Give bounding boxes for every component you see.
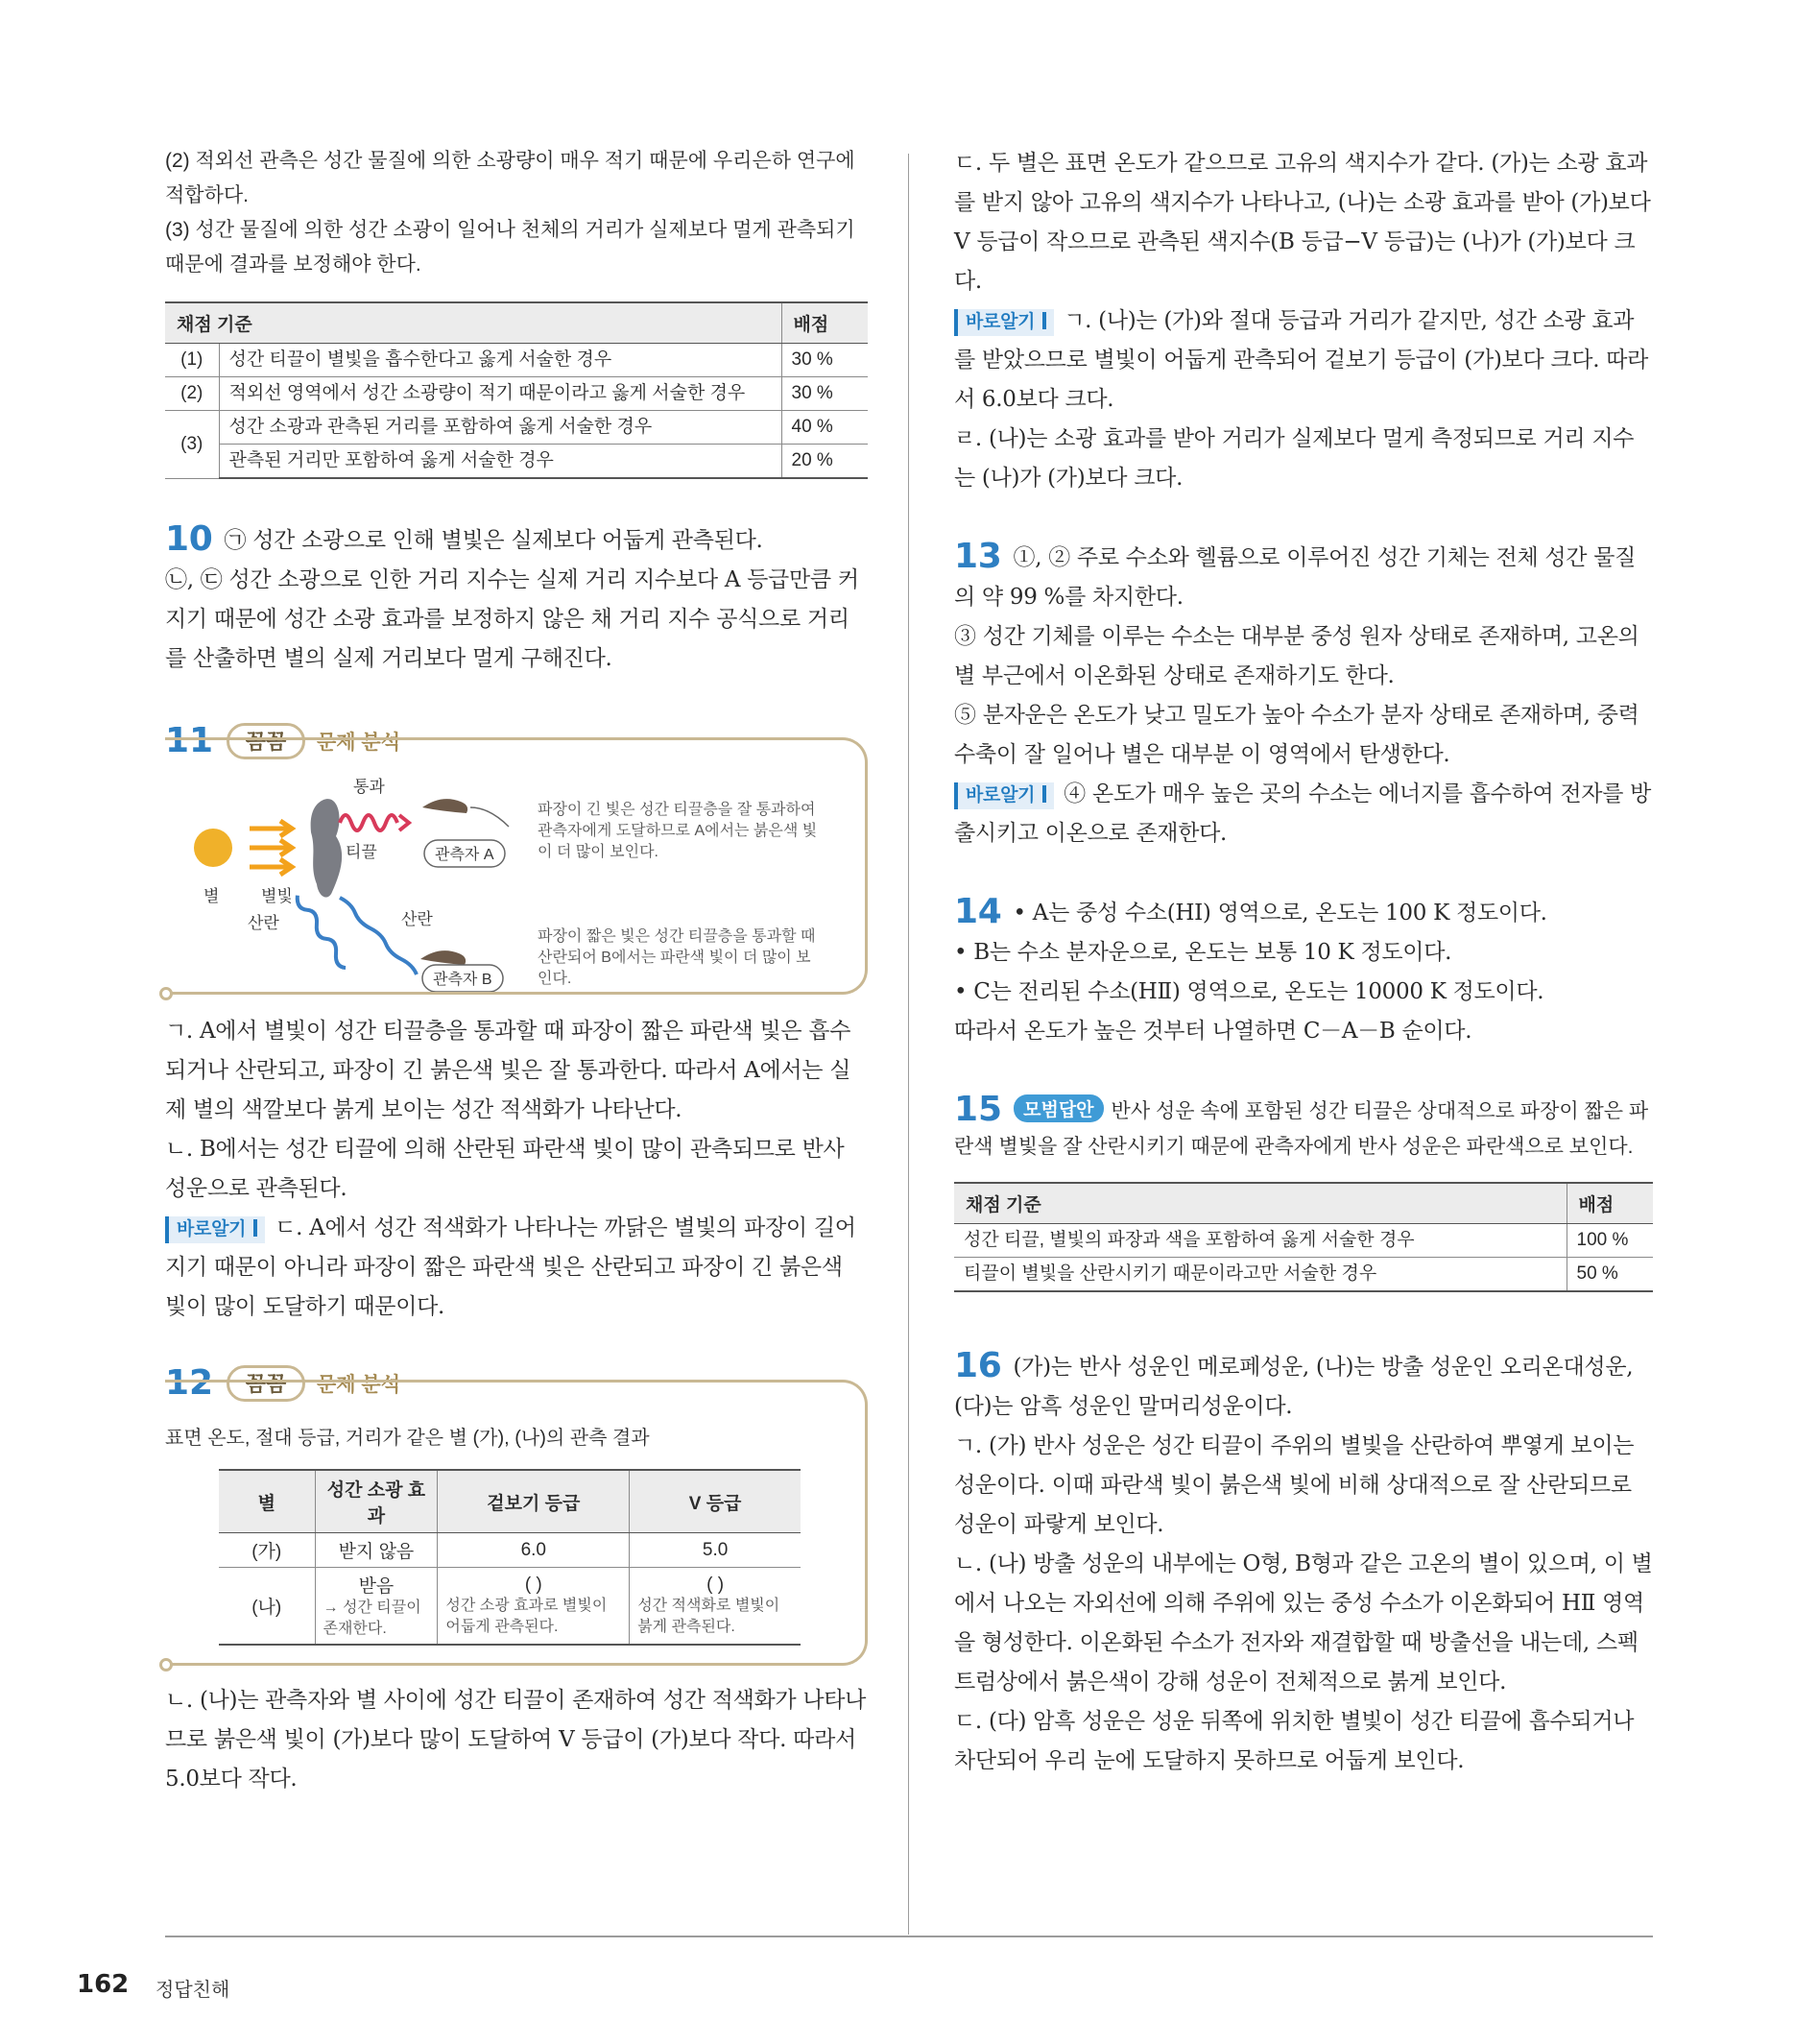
answer-text: ①, ② 주로 수소와 헬륨으로 이루어진 성간 기체는 전체 성간 물질의 약 99 %를 차지한다. (954, 545, 1637, 610)
red-arrow-icon (399, 815, 409, 830)
table-row (165, 411, 868, 445)
bullet-a: • A는 중성 수소(HⅠ) 영역으로, 온도는 100 K 정도이다. (1013, 901, 1547, 926)
blue-wave-right-icon (340, 898, 417, 974)
col-v-mag: V 등급 (630, 1470, 801, 1533)
cell-value: 받음 (358, 1576, 395, 1597)
cell-note: 성간 소광 효과로 별빛이 어둡게 관측된다. (445, 1597, 608, 1635)
cell-star: (가) (219, 1533, 315, 1568)
table-row (954, 1224, 1653, 1258)
analysis-frame (165, 1380, 868, 1666)
answer-12-a (954, 301, 1653, 420)
answer-text: ⑤ 분자운은 온도가 낮고 밀도가 높아 수소가 분자 상태로 존재하며, 중력 수축이 잘 일어나 별은 대부분 이 영역에서 탄생한다. (954, 703, 1639, 767)
cell-v-mag (630, 1568, 801, 1646)
row-criteria: 적외선 영역에서 성간 소광량이 적기 때문이라고 옳게 서술한 경우 (219, 377, 781, 411)
answer-text: ③ 성간 기체를 이루는 수소는 대부분 중성 원자 상태로 존재하며, 고온의 별 부근에서 이온화된 상태로 존재하기도 한다. (954, 624, 1639, 688)
page-number: 162 (77, 1970, 130, 1999)
header-criteria: 채점 기준 (954, 1183, 1567, 1224)
pointer-line-a (470, 807, 509, 827)
header-score: 배점 (1567, 1183, 1653, 1224)
answer-text (954, 775, 1653, 854)
cell-star: (나) (219, 1568, 315, 1646)
table-row (165, 445, 868, 479)
header-criteria: 채점 기준 (165, 302, 781, 344)
question-number: 16 (954, 1346, 1002, 1385)
label-star: 별 (203, 887, 220, 905)
note-a: 파장이 긴 빛은 성간 티끌층을 잘 통과하여 관측자에게 도달하므로 A에서는 붉은색 빛이 더 많이 보인다. (538, 802, 818, 860)
row-score: 30 % (781, 377, 868, 411)
kkomkkom-pill: 꼼꼼 (227, 723, 305, 759)
cell-note: 성간 적색화로 별빛이 붉게 관측된다. (637, 1597, 780, 1635)
row-criteria: 성간 티끌, 별빛의 파장과 색을 포함하여 옳게 서술한 경우 (954, 1224, 1567, 1258)
question-12 (165, 1363, 868, 1799)
table-caption: 표면 온도, 절대 등급, 거리가 같은 별 (가), (나)의 관측 결과 (165, 1428, 650, 1449)
col-apparent-mag: 겉보기 등급 (438, 1470, 630, 1533)
observer-a-icon (422, 799, 467, 813)
star-icon (194, 829, 232, 867)
cell-apparent-mag (438, 1568, 630, 1646)
row-number: (2) (165, 377, 219, 411)
row-criteria: 티끌이 별빛을 산란시키기 때문이라고만 서술한 경우 (954, 1258, 1567, 1292)
header-score: 배점 (781, 302, 868, 344)
blue-wave-left-icon (287, 895, 353, 971)
label-pass: 통과 (353, 778, 385, 796)
table-row (165, 344, 868, 377)
right-column (954, 144, 1653, 1781)
answer-11-a: ㄱ. A에서 별빛이 성간 티끌층을 통과할 때 파장이 짧은 파란색 빛은 흡수되거나 산란되고, 파장이 긴 붉은색 빛은 잘 통과한다. 따라서 A에서는 실제 별의 색깔보다 붉게 보이는 성간 적색화가 나타난다. (165, 1019, 851, 1122)
row-score: 20 % (781, 445, 868, 479)
row-score: 100 % (1567, 1224, 1653, 1258)
label-observer-b: 관측자 B (433, 972, 492, 988)
cell-apparent-mag: 6.0 (438, 1533, 630, 1568)
observer-b-icon (420, 950, 466, 965)
conclusion: 따라서 온도가 높은 것부터 나열하면 C－A－B 순이다. (954, 1019, 1472, 1044)
marker-3: ㉢ (200, 567, 223, 592)
table-row (165, 377, 868, 411)
question-15 (954, 1090, 1653, 1292)
answer-text: 반사 성운 속에 포함된 성간 티끌은 상대적으로 파장이 짧은 파란색 별빛을 잘 산란시키기 때문에 관측자에게 반사 성운은 파란색으로 보인다. (954, 1100, 1649, 1158)
barogi-tag: 바로알기 (954, 309, 1054, 336)
marker-2: ㉡ (165, 567, 187, 592)
row-criteria: 성간 소광과 관측된 거리를 포함하여 옳게 서술한 경우 (219, 411, 781, 445)
scoring-table-15 (954, 1182, 1653, 1292)
answer-12-d: ㄹ. (나)는 소광 효과를 받아 거리가 실제보다 멀게 측정되므로 거리 지수는 (나)가 (가)보다 크다. (954, 426, 1635, 491)
star-observation-table (219, 1469, 801, 1646)
answer-text: 성간 소광으로 인한 거리 지수는 실제 거리 지수보다 A 등급만큼 커지기 때문에 성간 소광 효과를 보정하지 않은 채 거리 지수 공식으로 거리를 산출하면 별의 실제 거리보다 멀게 구해진다. (165, 567, 859, 671)
question-number: 10 (165, 519, 213, 559)
dust-cloud-icon (311, 799, 343, 897)
answer-text: (가)는 반사 성운인 메로페성운, (나)는 방출 성운인 오리온대성운, (다)는 암흑 성운인 말머리성운이다. (954, 1355, 1634, 1419)
row-score: 50 % (1567, 1258, 1653, 1292)
model-answer-badge: 모범답안 (1014, 1094, 1103, 1122)
answer-11-b: ㄴ. B에서는 성간 티끌에 의해 산란된 파란색 빛이 많이 관측되므로 반사 성운으로 관측된다. (165, 1137, 845, 1201)
red-wave-icon (340, 815, 397, 830)
row-score: 30 % (781, 344, 868, 377)
blank-paren: ( ) (706, 1574, 725, 1595)
row-number: (1) (165, 344, 219, 377)
question-16 (954, 1346, 1653, 1781)
row-criteria: 관측된 거리만 포함하여 옳게 서술한 경우 (219, 445, 781, 479)
answer-text: 성간 소광으로 인해 별빛은 실제보다 어둡게 관측된다. (252, 528, 763, 553)
question-number: 13 (954, 537, 1002, 576)
frame-dot (159, 1658, 173, 1671)
label-scatter-right: 산란 (401, 910, 433, 928)
answer-9-2: (2) 적외선 관측은 성간 물질에 의한 소광량이 매우 적기 때문에 우리은하 연구에 적합하다. (165, 150, 855, 206)
cell-extinction (315, 1568, 438, 1646)
col-extinction: 성간 소광 효과 (315, 1470, 438, 1533)
answer-text: ㄷ. A에서 성간 적색화가 나타나는 까닭은 별빛의 파장이 길어지기 때문이 아니라 파장이 짧은 파란색 빛은 산란되고 파장이 긴 붉은색 빛이 많이 도달하기 때문이다. (165, 1215, 856, 1319)
label-starlight: 별빛 (261, 887, 293, 905)
row-criteria: 성간 티끌이 별빛을 흡수한다고 옳게 서술한 경우 (219, 344, 781, 377)
note-b: 파장이 짧은 빛은 성간 티끌층을 통과할 때 산란되어 B에서는 파란색 빛이 더 많이 보인다. (538, 928, 816, 987)
bullet-c: • C는 전리된 수소(HⅡ) 영역으로, 온도는 10000 K 정도이다. (954, 979, 1544, 1004)
question-10: 10 ㉠ 성간 소광으로 인해 별빛은 실제보다 어둡게 관측된다. ㉡, ㉢ 성간 소광으로 인한 거리 지수는 실제 거리 지수보다 A 등급만큼 커지기 때문에 성간 소광 효과를 보정하지 않은 채 거리 지수 공식으로 거리를 산출하면 별의 실제 거리보다 멀게 구해진다. (165, 519, 859, 671)
kkomkkom-pill: 꼼꼼 (227, 1365, 305, 1402)
left-column (165, 144, 868, 1799)
label-dust: 티끌 (346, 843, 377, 861)
marker-1: ㉠ (224, 528, 247, 553)
question-number: 11 (165, 721, 214, 760)
answer-text: ④ 온도가 매우 높은 곳의 수소는 에너지를 흡수하여 전자를 방출시키고 이온으로 존재한다. (954, 782, 1652, 846)
cell-v-mag: 5.0 (630, 1533, 801, 1568)
answer-12: ㄴ. (나)는 관측자와 별 사이에 성간 티끌이 존재하여 성간 적색화가 나타나므로 붉은색 빛이 (가)보다 많이 도달하여 V 등급이 (가)보다 작다. 따라서 5.0보다 작다. (165, 1688, 867, 1792)
page-label: 정답친해 (155, 1980, 230, 2001)
answer-16-c: ㄷ. (다) 암흑 성운은 성운 뒤쪽에 위치한 별빛이 성간 티끌에 흡수되거나 차단되어 우리 눈에 도달하지 못하므로 어둡게 보인다. (954, 1709, 1635, 1773)
question-number: 14 (954, 892, 1002, 931)
bullet-b: • B는 수소 분자운으로, 온도는 보통 10 K 정도이다. (954, 940, 1452, 965)
label-scatter-left: 산란 (248, 914, 279, 932)
column-divider (908, 154, 909, 1935)
barogi-tag: 바로알기 (165, 1216, 265, 1243)
question-11 (165, 721, 868, 1327)
cell-extinction: 받지 않음 (315, 1533, 438, 1568)
question-number: 12 (165, 1363, 214, 1403)
cell-note: → 성간 티끌이 존재한다. (323, 1599, 421, 1637)
barogi-tag: 바로알기 (954, 782, 1054, 809)
answer-16-b: ㄴ. (나) 방출 성운의 내부에는 O형, B형과 같은 고온의 별이 있으며, 이 별에서 나오는 자외선에 의해 주위에 있는 중성 수소가 이온화되어 HⅡ 영역을 형성한다. 이온화된 수소가 전자와 재결합할 때 방출선을 내는데, 스펙트럼상에서 붉은색이 강해 성운이 전체적으로 붉게 보인다. (954, 1551, 1653, 1695)
question-number: 15 (954, 1090, 1003, 1129)
answer-11-c (165, 1209, 868, 1327)
analysis-title: 문제 분석 (317, 731, 400, 754)
answer-16-a: ㄱ. (가) 반사 성운은 성간 티끌이 주위의 별빛을 산란하여 뿌옇게 보이는 성운이다. 이때 파란색 빛이 붉은색 빛에 비해 상대적으로 잘 산란되므로 성운이 파랗게 보인다. (954, 1433, 1635, 1537)
footer-rule (165, 1936, 1653, 1937)
analysis-title: 문제 분석 (317, 1373, 400, 1396)
answer-text: ㄱ. (나)는 (가)와 절대 등급과 거리가 같지만, 성간 소광 효과를 받았으므로 별빛이 어둡게 관측되어 겉보기 등급이 (가)보다 크다. 따라서 6.0보다 크다. (954, 308, 1649, 412)
analysis-frame (165, 737, 868, 995)
answer-9-3: (3) 성간 물질에 의한 성간 소광이 일어나 천체의 거리가 실제보다 멀게 관측되기 때문에 결과를 보정해야 한다. (165, 219, 855, 276)
question-13 (954, 537, 1653, 854)
question-14 (954, 892, 1653, 1051)
row-number: (3) (165, 411, 219, 479)
scoring-table-9 (165, 301, 868, 479)
blank-paren: ( ) (524, 1574, 542, 1595)
starlight-arrows (250, 821, 292, 875)
col-star: 별 (219, 1470, 315, 1533)
table-row (219, 1568, 801, 1646)
label-observer-a: 관측자 A (435, 847, 494, 863)
scattering-diagram (165, 740, 862, 992)
table-row (954, 1258, 1653, 1292)
answer-12-c: ㄷ. 두 별은 표면 온도가 같으므로 고유의 색지수가 같다. (가)는 소광 효과를 받지 않아 고유의 색지수가 나타나고, (나)는 소광 효과를 받아 (가)보다 V 등급이 작으므로 관측된 색지수(B 등급−V 등급)는 (나)가 (가)보다 크다. (954, 151, 1651, 294)
row-score: 40 % (781, 411, 868, 445)
table-row (219, 1533, 801, 1568)
